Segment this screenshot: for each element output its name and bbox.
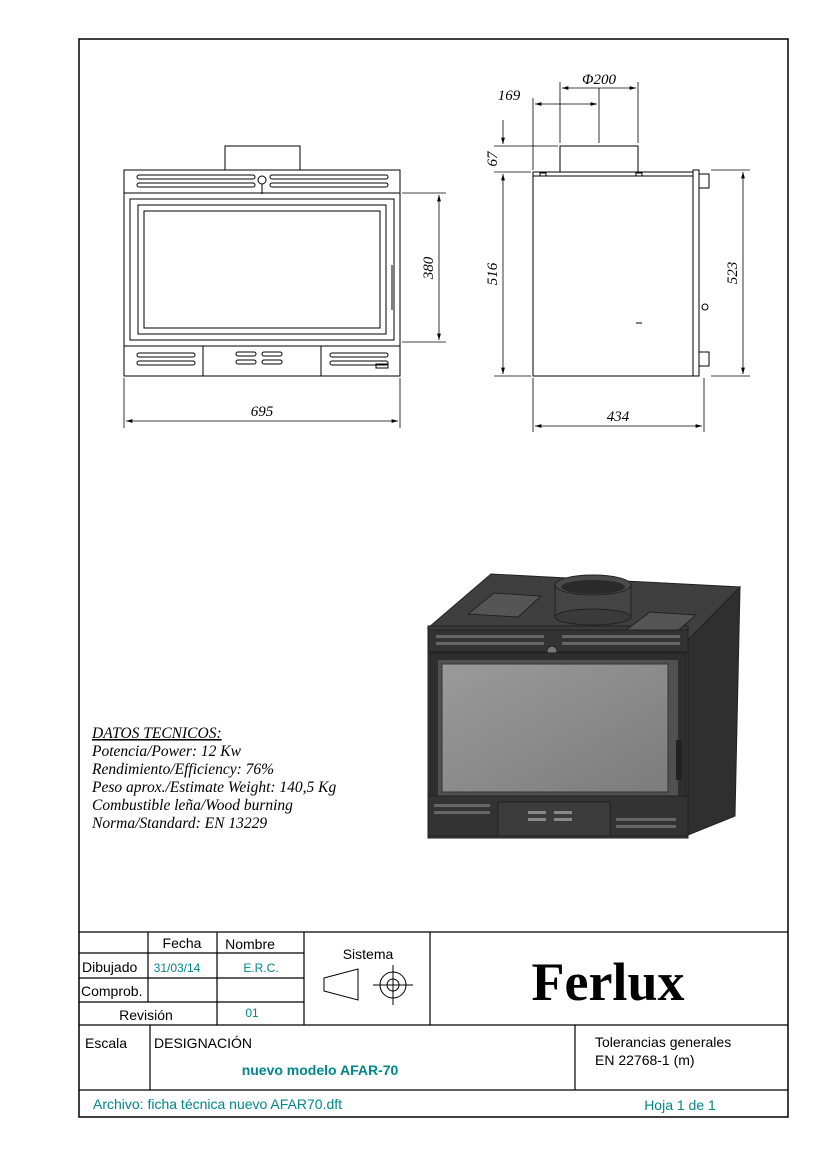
nombre-label: Nombre	[225, 936, 275, 952]
revision-label: Revisión	[119, 1007, 173, 1023]
dim-side-width: 434	[606, 409, 630, 425]
escala-label: Escala	[85, 1035, 128, 1051]
technical-data-line: Potencia/Power: 12 Kw	[92, 743, 241, 760]
technical-data-heading: DATOS TECNICOS:	[92, 725, 222, 742]
fecha-label: Fecha	[162, 935, 202, 951]
revision-value: 01	[245, 1006, 259, 1020]
front-view	[124, 146, 400, 376]
stove-3d-render	[428, 574, 740, 838]
sistema-label: Sistema	[342, 946, 394, 962]
dim-side-height-left: 516	[485, 262, 501, 286]
dibujado-label: Dibujado	[82, 959, 138, 975]
dibujado-fecha: 31/03/14	[153, 961, 201, 975]
projection-symbol-icon	[324, 965, 413, 1005]
dibujado-nombre: E.R.C.	[243, 961, 279, 975]
dim-front-glass-height: 380	[421, 256, 437, 280]
technical-data-line: Rendimiento/Efficiency: 76%	[92, 761, 275, 778]
side-dimensions	[494, 82, 750, 432]
tolerancias-line1: Tolerancias generales	[595, 1034, 732, 1050]
company-logo: Ferlux	[531, 952, 685, 1012]
comprob-label: Comprob.	[81, 983, 143, 999]
dim-front-width: 695	[250, 404, 274, 420]
dim-flue-height: 67	[485, 151, 501, 167]
designacion-value: nuevo modelo AFAR-70	[241, 1062, 399, 1078]
technical-data-line: Combustible leña/Wood burning	[92, 797, 293, 814]
tolerancias-line2: EN 22768-1 (m)	[595, 1052, 695, 1068]
dim-flue-offset: 169	[497, 88, 521, 104]
side-view	[533, 146, 709, 376]
designacion-label: DESIGNACIÓN	[154, 1035, 253, 1051]
technical-data-line: Norma/Standard: EN 13229	[92, 815, 268, 832]
hoja-page-number: Hoja 1 de 1	[644, 1097, 716, 1113]
front-dimensions	[124, 193, 446, 428]
archivo-filename: Archivo: ficha técnica nuevo AFAR70.dft	[93, 1096, 343, 1112]
dim-flue-diameter: Φ200	[582, 72, 616, 88]
technical-data-line: Peso aprox./Estimate Weight: 140,5 Kg	[92, 779, 337, 796]
dim-side-height-right: 523	[725, 261, 741, 285]
